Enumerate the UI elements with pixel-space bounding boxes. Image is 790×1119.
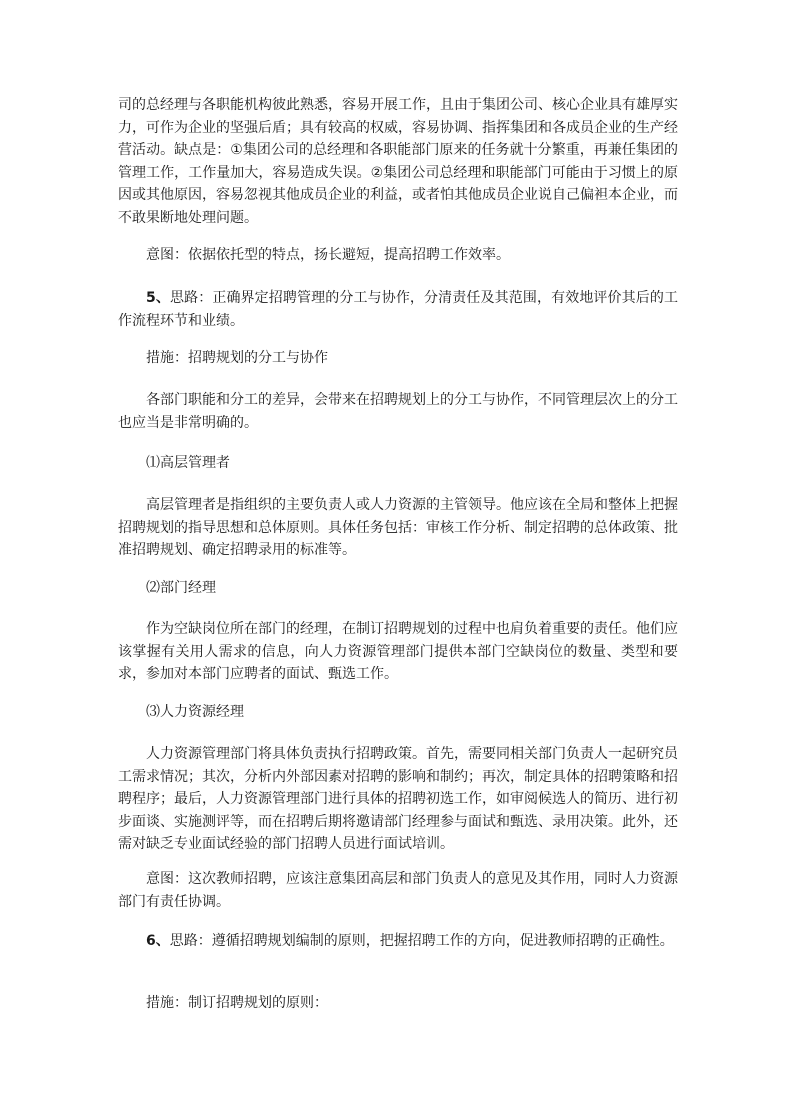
paragraph-intent-2: 意图：这次教师招聘，应该注意集团高层和部门负责人的意见及其作用，同时人力资源部门有责任协调。 [118, 871, 678, 910]
paragraph-idea-5-text: 思路：正确界定招聘管理的分工与协作，分清责任及其范围，有效地评价其后的工作流程环节和业绩。 [118, 290, 679, 329]
heading-hr-manager: ⑶人力资源经理 [146, 704, 244, 720]
item-number-5: 5、 [146, 290, 170, 306]
paragraph-idea-6 [118, 930, 678, 953]
paragraph-continuation: 司的总经理与各职能机构彼此熟悉，容易开展工作，且由于集团公司、核心企业具有雄厚实力，可作为企业的坚强后盾；具有较高的权威，容易协调、指挥集团和各成员企业的生产经营活动。缺点是：①集团公司的总经理和各职能部门原来的任务就十分繁重，再兼任集团的管理工作，工作量加大，容易造成失误。②集团公司总经理和职能部门可能由于习惯上的原因或其他原因，容易忽视其他成员企业的利益，或者怕其他成员企业说自己偏袒本企业，而不敢果断地处理问题。 [118, 97, 678, 226]
heading-department-manager: ⑵部门经理 [146, 580, 216, 596]
paragraph-idea-6-text: 思路：遵循招聘规划编制的原则，把握招聘工作的方向，促进教师招聘的正确性。 [169, 933, 674, 949]
paragraph-intent-1: 意图：依据依托型的特点，扬长避短，提高招聘工作效率。 [146, 247, 510, 263]
paragraph-measure-2: 措施：制订招聘规划的原则： [146, 995, 328, 1011]
paragraph-division: 各部门职能和分工的差异，会带来在招聘规划上的分工与协作，不同管理层次上的分工也应当是非常明确的。 [118, 392, 678, 431]
paragraph-senior-management: 高层管理者是指组织的主要负责人或人力资源的主管领导。他应该在全局和整体上把握招聘规划的指导思想和总体原则。具体任务包括：审核工作分析、制定招聘的总体政策、批准招聘规划、确定招聘录用的标准等。 [118, 497, 678, 558]
heading-senior-management: ⑴高层管理者 [146, 455, 230, 471]
paragraph-measure-1: 措施：招聘规划的分工与协作 [146, 350, 328, 366]
paragraph-department-manager: 作为空缺岗位所在部门的经理，在制订招聘规划的过程中也肩负着重要的责任。他们应该掌握有关用人需求的信息，向人力资源管理部门提供本部门空缺岗位的数量、类型和要求，参加对本部门应聘者的面试、甄选工作。 [118, 621, 678, 682]
paragraph-idea-5 [118, 287, 678, 332]
item-number-6: 6、 [146, 933, 170, 949]
paragraph-hr-manager: 人力资源管理部门将具体负责执行招聘政策。首先，需要同相关部门负责人一起研究员工需求情况；其次，分析内外部因素对招聘的影响和制约；再次，制定具体的招聘策略和招聘程序；最后，人力资源管理部门进行具体的招聘初选工作，如审阅候选人的简历、进行初步面谈、实施测评等，而在招聘后期将邀请部门经理参与面试和甄选、录用决策。此外，还需对缺乏专业面试经验的部门招聘人员进行面试培训。 [118, 746, 678, 852]
